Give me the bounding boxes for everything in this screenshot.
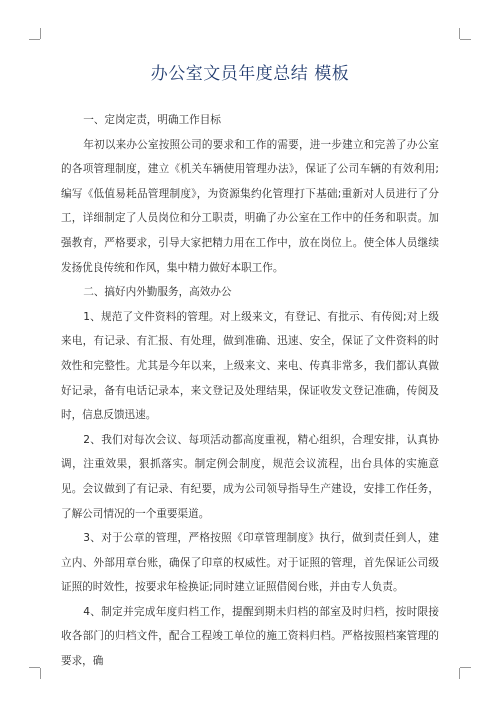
body-paragraph: 2、我们对每次会议、每项活动都高度重视，精心组织，合理安排，认真协调，注重效果，狠抓落实。制定例会制度，规范会议流程，出台具体的实施意见。会议做到了有记录、有纪要，成为公司领导指导生产建设，安排工作任务，了解公司情况的一个重要渠道。 <box>61 433 439 520</box>
section-heading: 一、定岗定责，明确工作目标 <box>83 114 221 126</box>
document-body <box>61 108 439 674</box>
crop-mark-bottom-right-vertical <box>459 668 460 679</box>
crop-mark-top-right-vertical <box>459 28 460 39</box>
document-title: 办公室文员年度总结 模板 <box>150 64 350 84</box>
crop-mark-top-right-horizontal <box>460 39 471 40</box>
crop-mark-bottom-right-horizontal <box>460 667 471 668</box>
crop-mark-top-left-horizontal <box>29 39 40 40</box>
crop-mark-top-left-vertical <box>40 28 41 39</box>
crop-mark-bottom-left-horizontal <box>29 667 40 668</box>
body-paragraph: 年初以来办公室按照公司的要求和工作的需要，进一步建立和完善了办公室的各项管理制度，建立《机关车辆使用管理办法》，保证了公司车辆的有效利用;编写《低值易耗品管理制度》，为资源集约化管理打下基础;重新对人员进行了分工，详细制定了人员岗位和分工职责，明确了办公室在工作中的任务和职责。加强教育，严格要求，引导大家把精力用在工作中，放在岗位上。使全体人员继续发扬优良传统和作风，集中精力做好本职工作。 <box>61 138 439 274</box>
body-paragraph: 4、制定并完成年度归档工作，提醒到期未归档的部室及时归档，按时限接收各部门的归档文件，配合工程竣工单位的施工资料归档。严格按照档案管理的要求，确 <box>61 605 439 668</box>
section-heading: 二、搞好内外勤服务，高效办公 <box>83 286 232 299</box>
crop-mark-bottom-left-vertical <box>40 668 41 679</box>
body-paragraph: 3、对于公章的管理，严格按照《印章管理制度》执行，做到责任到人，建立内、外部用章台账，确保了印章的权威性。对于证照的管理，首先保证公司级证照的时效性，按要求年检换证;同时建立证照借阅台账，并由专人负责。 <box>61 532 439 594</box>
body-paragraph: 1、规范了文件资料的管理。对上级来文，有登记、有批示、有传阅;对上级来电，有记录、有汇报、有处理，做到准确、迅速、安全，保证了文件资料的时效性和完整性。尤其是今年以来，上级来文、来电、传真非常多，我们都认真做好记录，备有电话记录本，来文登记及处理结果，保证收发文登记准确，传阅及时，信息反馈迅速。 <box>61 310 439 422</box>
